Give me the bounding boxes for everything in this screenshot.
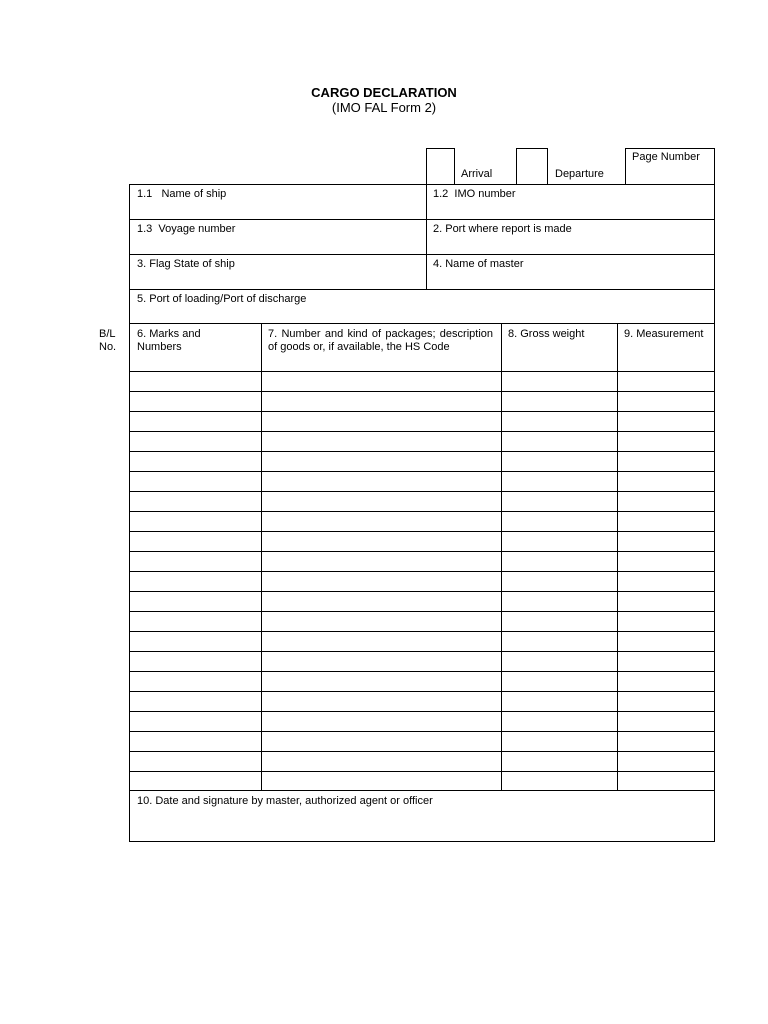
table-row[interactable] [129,731,715,732]
page-number-label: Page Number [632,151,700,163]
imo-number-field[interactable]: 1.2 IMO number [433,188,516,200]
table-row[interactable] [129,651,715,652]
table-row[interactable] [129,471,715,472]
name-of-master-field[interactable]: 4. Name of master [433,258,524,270]
table-row[interactable] [129,451,715,452]
measurement-header: 9. Measurement [624,328,704,340]
table-row[interactable] [129,371,715,372]
table-row[interactable] [129,771,715,772]
table-row[interactable] [129,491,715,492]
departure-checkbox[interactable] [516,148,548,185]
grid-line [129,254,715,255]
voyage-number-field[interactable]: 1.3 Voyage number [137,223,236,235]
table-row[interactable] [129,751,715,752]
gross-weight-header: 8. Gross weight [508,328,585,340]
table-row[interactable] [129,671,715,672]
table-row[interactable] [129,551,715,552]
form-title: CARGO DECLARATION [311,85,457,100]
port-of-report-field[interactable]: 2. Port where report is made [433,223,572,235]
table-row[interactable] [129,611,715,612]
flag-state-field[interactable]: 3. Flag State of ship [137,258,235,270]
grid-line [426,184,427,289]
table-row[interactable] [129,511,715,512]
table-row[interactable] [129,531,715,532]
marks-numbers-header: 6. Marks and Numbers [137,328,201,353]
bl-label: B/L [99,328,116,340]
name-of-ship-field[interactable]: 1.1 Name of ship [137,188,227,200]
form-subtitle: (IMO FAL Form 2) [331,100,437,115]
table-row[interactable] [129,391,715,392]
grid-line [129,219,715,220]
table-row[interactable] [129,631,715,632]
cargo-table [129,323,715,791]
col-divider [261,323,262,791]
arrival-label: Arrival [461,168,493,180]
signature-label: 10. Date and signature by master, authorized agent or officer [137,795,433,807]
table-row[interactable] [129,571,715,572]
arrival-checkbox[interactable] [426,148,455,185]
table-row[interactable] [129,431,715,432]
table-row[interactable] [129,411,715,412]
grid-line [129,289,715,290]
bl-label-no: No. [99,341,117,353]
departure-label: Departure [555,168,604,180]
packages-description-header: 7. Number and kind of packages; description of goods or, if available, the HS Code [268,328,493,353]
col-divider [501,323,502,791]
port-loading-discharge-field[interactable]: 5. Port of loading/Port of discharge [137,293,307,305]
table-row[interactable] [129,711,715,712]
table-row[interactable] [129,591,715,592]
table-row[interactable] [129,691,715,692]
col-divider [617,323,618,791]
